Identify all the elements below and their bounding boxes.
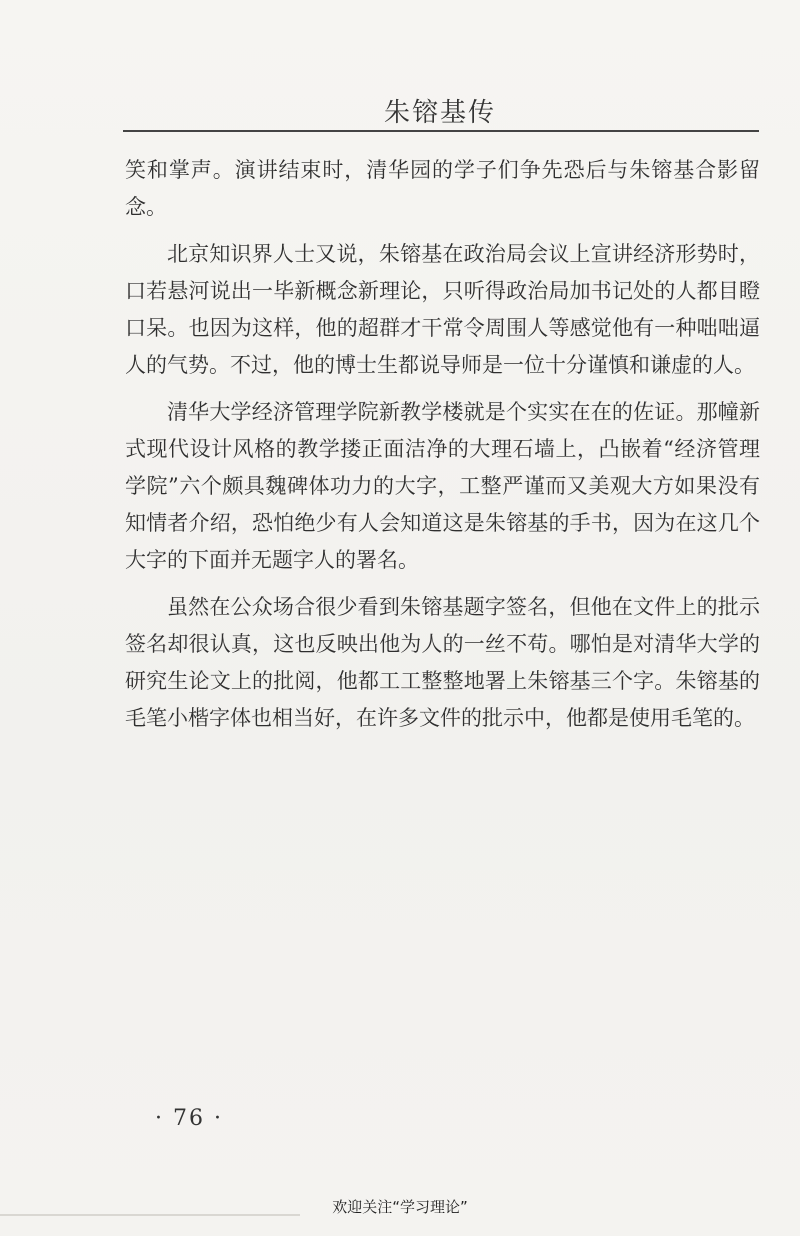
header-rule (123, 130, 759, 132)
paragraph: 清华大学经济管理学院新教学楼就是个实实在在的佐证。那幢新式现代设计风格的教学搂正面洁净的大理石墙上，凸嵌着“经济管理学院”六个颇具魏碑体功力的大字，工整严谨而又美观大方如果没有知情者介绍，恐怕绝少有人会知道这是朱镕基的手书，因为在这几个大字的下面并无题字人的署名。 (125, 400, 760, 572)
paragraph: 北京知识界人士又说，朱镕基在政治局会议上宣讲经济形势时，口若悬河说出一毕新概念新理论，只听得政治局加书记处的人都目瞪口呆。也因为这样，他的超群才干常令周围人等感觉他有一种咄咄逼人的气势。不过，他的博士生都说导师是一位十分谨慎和谦虚的人。 (125, 242, 760, 377)
body-text (125, 152, 760, 737)
paragraph-continuation: 笑和掌声。演讲结束时，清华园的学子们争先恐后与朱镕基合影留念。 (125, 158, 760, 219)
running-header-title: 朱镕基传 (383, 98, 496, 128)
footer-note: 欢迎关注“学习理论” (332, 1198, 468, 1216)
page-number: · 76 · (155, 1106, 223, 1131)
paragraph: 虽然在公众场合很少看到朱镕基题字签名，但他在文件上的批示签名却很认真，这也反映出他为人的一丝不苟。哪怕是对清华大学的研究生论文上的批阅，他都工工整整地署上朱镕基三个字。朱镕基的毛笔小楷字体也相当好，在许多文件的批示中，他都是使用毛笔的。 (125, 595, 760, 730)
scan-edge-divider (0, 1214, 300, 1216)
